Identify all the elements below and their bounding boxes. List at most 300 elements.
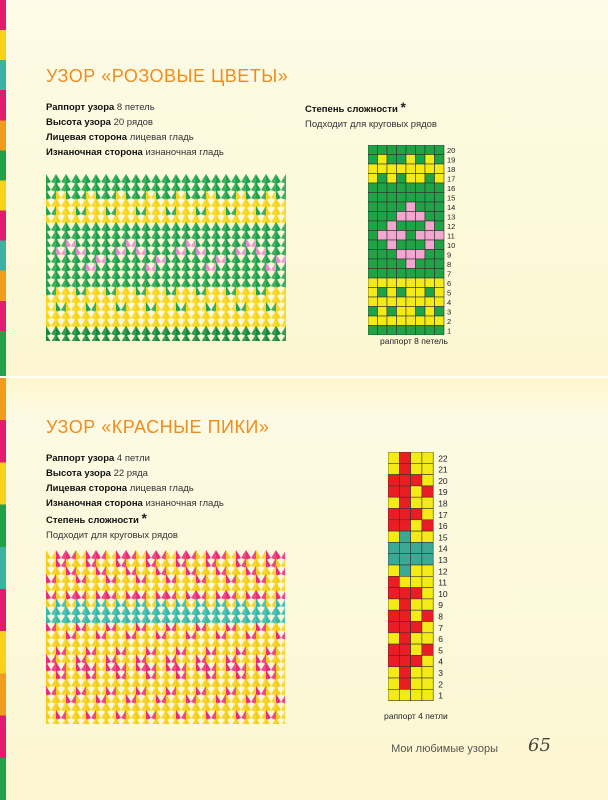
stitch bbox=[271, 710, 276, 720]
stitch bbox=[171, 278, 176, 288]
stitch bbox=[101, 566, 106, 576]
stitch bbox=[96, 582, 101, 592]
stitch bbox=[156, 622, 161, 632]
stitch bbox=[126, 710, 131, 720]
stitch bbox=[256, 198, 261, 208]
stitch bbox=[191, 294, 196, 304]
stitch bbox=[226, 598, 231, 608]
stitch bbox=[141, 702, 146, 712]
stitch bbox=[156, 694, 161, 704]
stitch bbox=[166, 278, 171, 288]
stitch bbox=[231, 606, 236, 616]
chart-cell bbox=[411, 565, 422, 576]
stitch bbox=[256, 246, 261, 256]
stitch bbox=[281, 550, 285, 560]
spec-value: лицевая гладь bbox=[129, 483, 194, 494]
stitch bbox=[86, 326, 91, 336]
stitch bbox=[71, 646, 76, 656]
stitch bbox=[56, 222, 61, 232]
stitch bbox=[241, 190, 246, 200]
stitch bbox=[156, 710, 161, 720]
stitch bbox=[71, 294, 76, 304]
stitch bbox=[201, 214, 206, 224]
stitch bbox=[206, 302, 211, 312]
stitch bbox=[141, 694, 146, 704]
stitch bbox=[216, 630, 221, 640]
stitch bbox=[151, 614, 156, 624]
stitch bbox=[201, 254, 206, 264]
stitch bbox=[56, 550, 61, 560]
stitch bbox=[156, 606, 161, 616]
stitch bbox=[196, 646, 201, 656]
stitch bbox=[246, 710, 251, 720]
stitch bbox=[136, 582, 141, 592]
stitch bbox=[281, 326, 286, 336]
stitch bbox=[91, 214, 96, 224]
stitch bbox=[196, 614, 201, 624]
stitch bbox=[256, 614, 261, 624]
stitch bbox=[221, 678, 226, 688]
stitch bbox=[81, 174, 86, 184]
stitch bbox=[276, 670, 281, 680]
stitch bbox=[131, 326, 136, 336]
stitch bbox=[166, 262, 171, 272]
stitch bbox=[126, 558, 131, 568]
stitch bbox=[141, 614, 146, 624]
stitch bbox=[66, 614, 71, 624]
stitch bbox=[266, 310, 271, 320]
stitch bbox=[216, 262, 221, 272]
stitch bbox=[86, 606, 91, 616]
stitch bbox=[166, 694, 171, 704]
stitch bbox=[86, 622, 91, 632]
stitch bbox=[66, 190, 71, 200]
chart-cell bbox=[406, 240, 416, 250]
chart-cell bbox=[406, 193, 416, 203]
stitch bbox=[276, 702, 281, 712]
stitch bbox=[171, 646, 176, 656]
chart-cell bbox=[397, 145, 407, 155]
stitch bbox=[191, 246, 196, 256]
stitch bbox=[281, 278, 286, 288]
stitch bbox=[231, 238, 236, 248]
stitch bbox=[126, 590, 131, 600]
stitch bbox=[111, 222, 116, 232]
stitch bbox=[191, 326, 196, 336]
stitch bbox=[96, 214, 101, 224]
stitch bbox=[116, 598, 121, 608]
stitch bbox=[236, 550, 241, 560]
stitch bbox=[86, 614, 91, 624]
chart-cell bbox=[416, 269, 426, 279]
stitch bbox=[226, 582, 231, 592]
stitch bbox=[61, 646, 66, 656]
stitch bbox=[131, 318, 136, 328]
stitch bbox=[141, 278, 146, 288]
stitch bbox=[136, 702, 141, 712]
stitch bbox=[261, 270, 266, 280]
row-number: 20 bbox=[438, 475, 448, 486]
stitch bbox=[51, 174, 56, 184]
stitch bbox=[196, 310, 201, 320]
stitch bbox=[81, 622, 86, 632]
section1-difficulty bbox=[305, 100, 437, 132]
stitch bbox=[91, 638, 96, 648]
chart-cell bbox=[435, 316, 445, 326]
stitch bbox=[271, 606, 276, 616]
stitch bbox=[76, 662, 81, 672]
chart-cell bbox=[422, 644, 433, 655]
stitch bbox=[241, 326, 246, 336]
stitch bbox=[116, 294, 121, 304]
stitch bbox=[81, 262, 86, 272]
stitch bbox=[46, 670, 51, 680]
stitch bbox=[46, 278, 51, 288]
stitch bbox=[121, 614, 126, 624]
stitch bbox=[241, 678, 246, 688]
stitch bbox=[116, 174, 121, 184]
stitch bbox=[171, 206, 176, 216]
stitch bbox=[141, 622, 146, 632]
stitch bbox=[221, 206, 226, 216]
stitch bbox=[201, 182, 206, 192]
stitch bbox=[191, 686, 196, 696]
stitch bbox=[246, 182, 251, 192]
chart-cell bbox=[387, 183, 397, 193]
stitch bbox=[141, 310, 146, 320]
stitch bbox=[276, 182, 281, 192]
chart-cell bbox=[387, 174, 397, 184]
stitch bbox=[231, 574, 236, 584]
stitch bbox=[46, 710, 51, 720]
stitch bbox=[171, 286, 176, 296]
stitch bbox=[146, 238, 151, 248]
chart-cell bbox=[422, 667, 433, 678]
chart-cell bbox=[388, 463, 399, 474]
stitch bbox=[271, 238, 276, 248]
stitch bbox=[196, 678, 201, 688]
stitch bbox=[56, 638, 61, 648]
stitch bbox=[281, 662, 285, 672]
stitch bbox=[276, 686, 281, 696]
stitch bbox=[206, 270, 211, 280]
stitch bbox=[116, 238, 121, 248]
stitch bbox=[161, 598, 166, 608]
stitch bbox=[216, 214, 221, 224]
chart-cell bbox=[378, 278, 388, 288]
stitch bbox=[221, 582, 226, 592]
stitch bbox=[51, 614, 56, 624]
stitch bbox=[146, 606, 151, 616]
stitch bbox=[96, 294, 101, 304]
stitch bbox=[261, 182, 266, 192]
chart-cell bbox=[422, 610, 433, 621]
stitch bbox=[86, 174, 91, 184]
stitch bbox=[186, 270, 191, 280]
stitch bbox=[116, 646, 121, 656]
stitch bbox=[191, 318, 196, 328]
stitch bbox=[261, 630, 266, 640]
stitch bbox=[236, 614, 241, 624]
chart-cell bbox=[368, 145, 378, 155]
spec-row bbox=[46, 130, 224, 145]
stitch bbox=[276, 278, 281, 288]
spec-row bbox=[46, 451, 224, 466]
stitch bbox=[241, 606, 246, 616]
stitch bbox=[136, 294, 141, 304]
stitch bbox=[131, 206, 136, 216]
stitch bbox=[86, 694, 91, 704]
stitch bbox=[71, 670, 76, 680]
stitch bbox=[276, 678, 281, 688]
stitch bbox=[256, 582, 261, 592]
stitch bbox=[126, 302, 131, 312]
stitch bbox=[206, 246, 211, 256]
stitch bbox=[156, 654, 161, 664]
stitch bbox=[136, 662, 141, 672]
stitch bbox=[81, 558, 86, 568]
stitch bbox=[116, 318, 121, 328]
stitch bbox=[256, 550, 261, 560]
stitch bbox=[156, 198, 161, 208]
stitch bbox=[181, 214, 186, 224]
stitch bbox=[126, 310, 131, 320]
stitch bbox=[51, 214, 56, 224]
stitch bbox=[171, 678, 176, 688]
chart-cell bbox=[406, 316, 416, 326]
stitch bbox=[276, 190, 281, 200]
stitch bbox=[176, 670, 181, 680]
stitch bbox=[171, 222, 176, 232]
spec-value: изнаночная гладь bbox=[145, 498, 224, 509]
stitch bbox=[191, 230, 196, 240]
stitch bbox=[276, 238, 281, 248]
stitch bbox=[126, 174, 131, 184]
stitch bbox=[251, 206, 256, 216]
stitch bbox=[191, 222, 196, 232]
stitch bbox=[136, 678, 141, 688]
stitch bbox=[91, 198, 96, 208]
spec-row bbox=[46, 511, 224, 528]
chart-cell bbox=[406, 221, 416, 231]
stitch bbox=[181, 654, 186, 664]
stitch bbox=[166, 246, 171, 256]
stitch bbox=[116, 630, 121, 640]
stitch bbox=[226, 246, 231, 256]
stitch bbox=[181, 638, 186, 648]
stitch bbox=[266, 230, 271, 240]
stitch bbox=[101, 246, 106, 256]
stitch bbox=[156, 270, 161, 280]
stitch bbox=[91, 574, 96, 584]
stitch bbox=[151, 590, 156, 600]
stitch bbox=[146, 190, 151, 200]
stitch bbox=[111, 190, 116, 200]
stitch bbox=[96, 662, 101, 672]
stitch bbox=[86, 294, 91, 304]
stitch bbox=[191, 206, 196, 216]
stitch bbox=[56, 662, 61, 672]
stitch bbox=[141, 246, 146, 256]
chart-cell bbox=[378, 269, 388, 279]
stitch bbox=[251, 678, 256, 688]
chart-cell bbox=[397, 307, 407, 317]
stitch bbox=[226, 670, 231, 680]
stitch bbox=[71, 262, 76, 272]
stitch bbox=[236, 558, 241, 568]
stitch bbox=[86, 278, 91, 288]
chart-cell bbox=[368, 174, 378, 184]
chart1-caption: раппорт 8 петель bbox=[380, 336, 448, 346]
stitch bbox=[66, 670, 71, 680]
stitch bbox=[96, 694, 101, 704]
stitch bbox=[76, 302, 81, 312]
stitch bbox=[146, 574, 151, 584]
stitch bbox=[111, 230, 116, 240]
stitch bbox=[246, 662, 251, 672]
stitch bbox=[216, 566, 221, 576]
stitch bbox=[166, 582, 171, 592]
stitch bbox=[251, 550, 256, 560]
stitch bbox=[51, 574, 56, 584]
stitch bbox=[81, 310, 86, 320]
stitch bbox=[246, 326, 251, 336]
stitch bbox=[276, 614, 281, 624]
stitch bbox=[156, 326, 161, 336]
stitch bbox=[136, 206, 141, 216]
stitch bbox=[116, 262, 121, 272]
stitch bbox=[236, 294, 241, 304]
stitch bbox=[96, 286, 101, 296]
stitch bbox=[176, 318, 181, 328]
stitch bbox=[111, 270, 116, 280]
stitch bbox=[216, 294, 221, 304]
chart-cell bbox=[399, 588, 410, 599]
stitch bbox=[216, 654, 221, 664]
stitch bbox=[151, 230, 156, 240]
row-number: 1 bbox=[438, 690, 443, 701]
stitch bbox=[71, 686, 76, 696]
stitch bbox=[161, 574, 166, 584]
difficulty-star: * bbox=[141, 510, 147, 526]
stitch bbox=[241, 574, 246, 584]
stitch bbox=[266, 262, 271, 272]
stitch bbox=[176, 246, 181, 256]
stitch bbox=[146, 174, 151, 184]
stitch bbox=[276, 662, 281, 672]
stitch bbox=[51, 302, 56, 312]
stitch bbox=[266, 638, 271, 648]
stitch bbox=[116, 246, 121, 256]
chart-cell bbox=[406, 297, 416, 307]
stitch bbox=[136, 598, 141, 608]
stitch bbox=[166, 710, 171, 720]
stitch bbox=[111, 206, 116, 216]
stitch bbox=[206, 574, 211, 584]
stitch bbox=[131, 598, 136, 608]
stitch bbox=[136, 174, 141, 184]
stitch bbox=[81, 614, 86, 624]
stitch bbox=[221, 294, 226, 304]
stitch bbox=[201, 286, 206, 296]
stitch bbox=[106, 582, 111, 592]
stitch bbox=[126, 574, 131, 584]
stitch bbox=[181, 174, 186, 184]
stitch bbox=[226, 318, 231, 328]
stitch bbox=[216, 550, 221, 560]
stitch bbox=[226, 326, 231, 336]
stitch bbox=[206, 646, 211, 656]
row-number: 11 bbox=[438, 577, 448, 588]
stitch bbox=[86, 302, 91, 312]
stitch bbox=[71, 574, 76, 584]
spec-label: Раппорт узора bbox=[46, 102, 115, 113]
stitch bbox=[146, 310, 151, 320]
stitch bbox=[266, 702, 271, 712]
stitch bbox=[241, 254, 246, 264]
stitch bbox=[111, 710, 116, 720]
stitch bbox=[166, 686, 171, 696]
stitch bbox=[221, 310, 226, 320]
stitch bbox=[166, 702, 171, 712]
stitch bbox=[151, 270, 156, 280]
stitch bbox=[71, 198, 76, 208]
stitch bbox=[156, 214, 161, 224]
stitch bbox=[76, 558, 81, 568]
stitch bbox=[161, 558, 166, 568]
stitch bbox=[116, 606, 121, 616]
stitch bbox=[191, 670, 196, 680]
stitch bbox=[256, 574, 261, 584]
stitch bbox=[106, 222, 111, 232]
stitch bbox=[46, 694, 51, 704]
stitch bbox=[176, 694, 181, 704]
stitch bbox=[96, 222, 101, 232]
stitch bbox=[136, 326, 141, 336]
row-number: 19 bbox=[447, 155, 456, 165]
stitch bbox=[246, 566, 251, 576]
stitch bbox=[186, 638, 191, 648]
chart-cell bbox=[406, 155, 416, 165]
stitch bbox=[196, 206, 201, 216]
stitch bbox=[151, 662, 156, 672]
stitch bbox=[96, 654, 101, 664]
stitch bbox=[206, 702, 211, 712]
stitch bbox=[191, 710, 196, 720]
difficulty-label: Степень сложности bbox=[46, 515, 139, 526]
spec-value: 8 петель bbox=[116, 102, 155, 113]
stitch bbox=[91, 558, 96, 568]
stitch bbox=[246, 246, 251, 256]
stitch bbox=[141, 254, 146, 264]
stitch bbox=[251, 230, 256, 240]
stitch bbox=[131, 694, 136, 704]
chart-cell bbox=[388, 633, 399, 644]
stitch bbox=[91, 590, 96, 600]
stitch bbox=[201, 310, 206, 320]
chart-cell bbox=[378, 259, 388, 269]
stitch bbox=[111, 574, 116, 584]
stitch bbox=[176, 286, 181, 296]
stitch bbox=[166, 566, 171, 576]
row-number: 14 bbox=[438, 543, 448, 554]
stitch bbox=[46, 310, 51, 320]
stitch bbox=[221, 318, 226, 328]
stitch bbox=[86, 318, 91, 328]
stitch bbox=[261, 654, 266, 664]
stitch bbox=[261, 190, 266, 200]
stitch bbox=[71, 654, 76, 664]
